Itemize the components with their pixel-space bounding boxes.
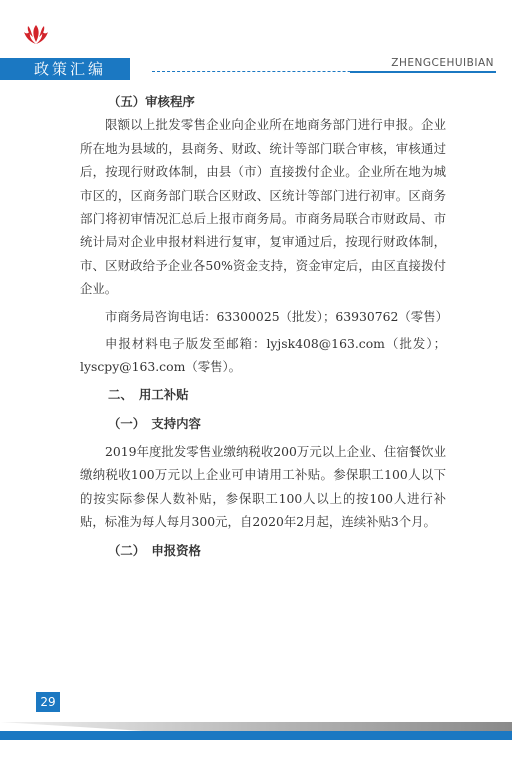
flame-logo-icon: [22, 22, 50, 46]
footer-gray-band: [0, 722, 512, 731]
subsection1-heading: （一） 支持内容: [108, 416, 201, 432]
section2-heading: 二、 用工补贴: [108, 386, 189, 402]
header-solid-rule: [350, 71, 496, 73]
document-body: [80, 90, 446, 563]
section-title-tab: [0, 58, 130, 80]
section5-heading: （五）审核程序: [108, 94, 195, 109]
page-number: 29: [36, 692, 60, 712]
subsection2-heading: （二） 申报资格: [108, 543, 201, 559]
email-paragraph: 申报材料电子版发至邮箱：lyjsk408@163.com（批发）；lyscpy@163.com（零售）。: [80, 336, 446, 375]
footer-blue-band: [0, 731, 512, 740]
phone-paragraph: 市商务局咨询电话：63300025（批发）；63930762（零售）: [105, 308, 448, 324]
section-title: 政策汇编: [34, 60, 107, 78]
section5-paragraph: 限额以上批发零售企业向企业所在地商务部门进行申报。企业所在地为县域的，县商务、财政、统计等部门联合审核，审核通过后，按现行财政体制，由县（市）直接拨付企业。企业所在地为城市区的，区商务部门联合区财政、区统计等部门进行初审。区商务部门将初审情况汇总后上报市商务局。市商务局联合市财政局、市统计局对企业申报材料进行复审，复审通过后，按现行财政体制，市、区财政给予企业各50%资金支持，资金审定后，由区直接拨付企业。: [80, 117, 446, 297]
subsection1-paragraph: 2019年度批发零售业缴纳税收200万元以上企业、住宿餐饮业缴纳税收100万元以上企业可申请用工补贴。参保职工100人以下的按实际参保人数补贴，参保职工100人以上的按100人进行补贴，标准为每人每月300元，自2020年2月起，连续补贴3个月。: [80, 443, 446, 529]
header-pinyin-title: ZHENGCEHUIBIAN: [391, 57, 494, 69]
